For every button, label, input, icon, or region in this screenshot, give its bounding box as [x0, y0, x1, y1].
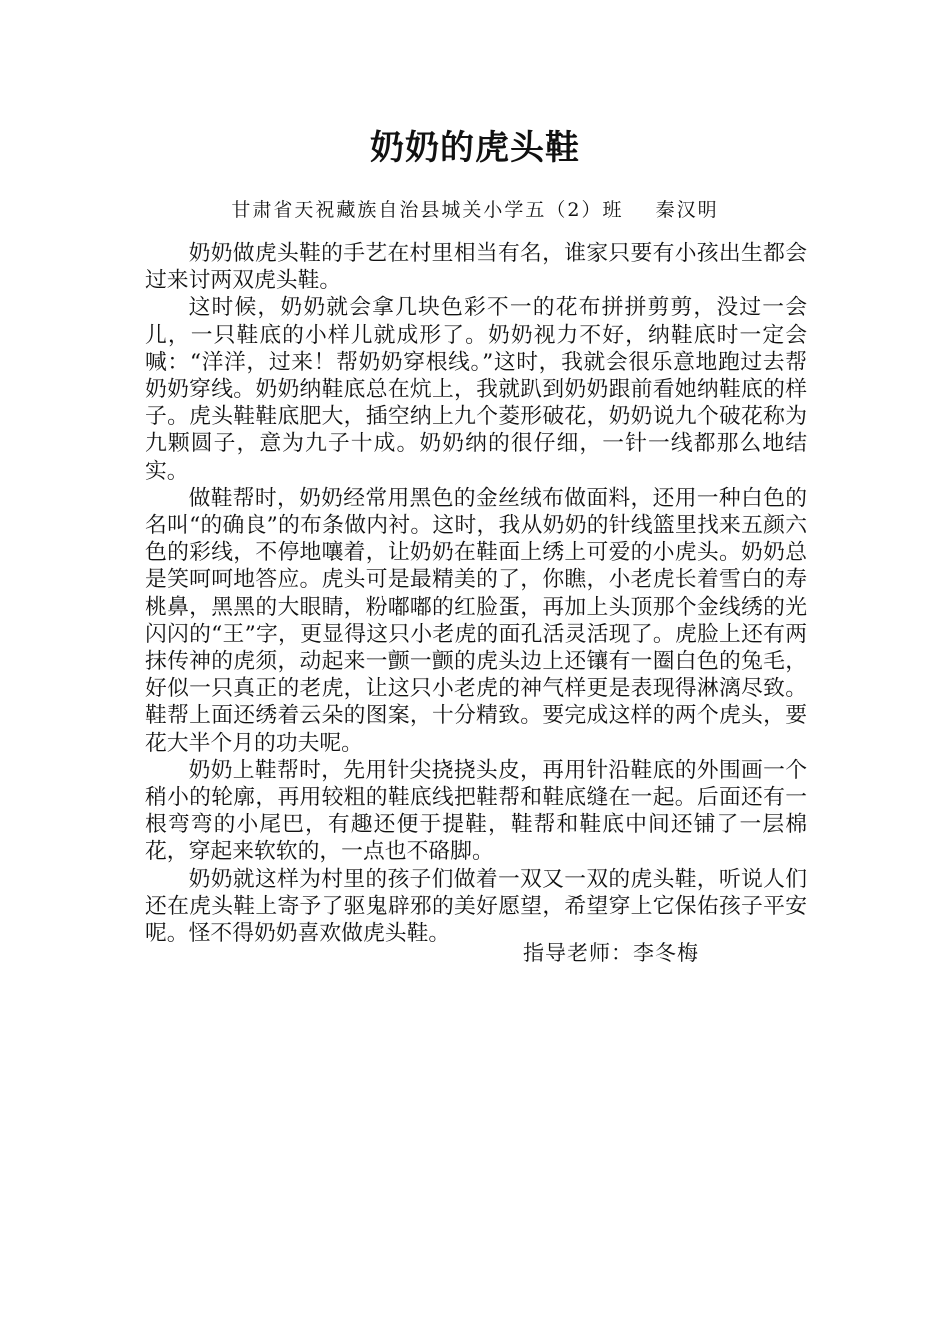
paragraph: 做鞋帮时，奶奶经常用黑色的金丝绒布做面料，还用一种白色的名叫“的确良”的布条做内衬。这时，我从奶奶的针线篮里找来五颜六色的彩线，不停地嚷着，让奶奶在鞋面上绣上可爱的小虎头。奶奶总是笑呵呵地答应。虎头可是最精美的了，你瞧，小老虎长着雪白的寿桃鼻，黑黑的大眼睛，粉嘟嘟的红脸蛋，再加上头顶那个金线绣的光闪闪的“王”字，更显得这只小老虎的面孔活灵活现了。虎脸上还有两抹传神的虎须，动起来一颤一颤的虎头边上还镶有一圈白色的兔毛，好似一只真正的老虎，让这只小老虎的神气样更是表现得淋漓尽致。鞋帮上面还绣着云朵的图案，十分精致。要完成这样的两个虎头，要花大半个月的功夫呢。 [145, 485, 807, 756]
article-body [145, 240, 807, 947]
article-title: 奶奶的虎头鞋 [370, 128, 580, 168]
author-byline: 甘肃省天祝藏族自治县城关小学五（2）班 秦汉明 [231, 199, 719, 221]
paragraph: 奶奶上鞋帮时，先用针尖挠挠头皮，再用针沿鞋底的外围画一个稍小的轮廓，再用较粗的鞋底线把鞋帮和鞋底缝在一起。后面还有一根弯弯的小尾巴，有趣还便于提鞋，鞋帮和鞋底中间还铺了一层棉花，穿起来软软的，一点也不硌脚。 [145, 757, 807, 865]
paragraph: 奶奶就这样为村里的孩子们做着一双又一双的虎头鞋，听说人们还在虎头鞋上寄予了驱鬼辟邪的美好愿望，希望穿上它保佑孩子平安呢。怪不得奶奶喜欢做虎头鞋。 [145, 866, 807, 947]
paragraph: 这时候，奶奶就会拿几块色彩不一的花布拼拼剪剪，没过一会儿，一只鞋底的小样儿就成形了。奶奶视力不好，纳鞋底时一定会喊：“洋洋，过来！帮奶奶穿根线。”这时，我就会很乐意地跑过去帮奶奶穿线。奶奶纳鞋底总在炕上，我就趴到奶奶跟前看她纳鞋底的样子。虎头鞋鞋底肥大，插空纳上九个菱形破花，奶奶说九个破花称为九颗圆子，意为九子十成。奶奶纳的很仔细，一针一线都那么地结实。 [145, 295, 807, 484]
instructor-credit: 指导老师：李冬梅 [523, 941, 699, 965]
paragraph: 奶奶做虎头鞋的手艺在村里相当有名，谁家只要有小孩出生都会过来讨两双虎头鞋。 [145, 241, 807, 294]
